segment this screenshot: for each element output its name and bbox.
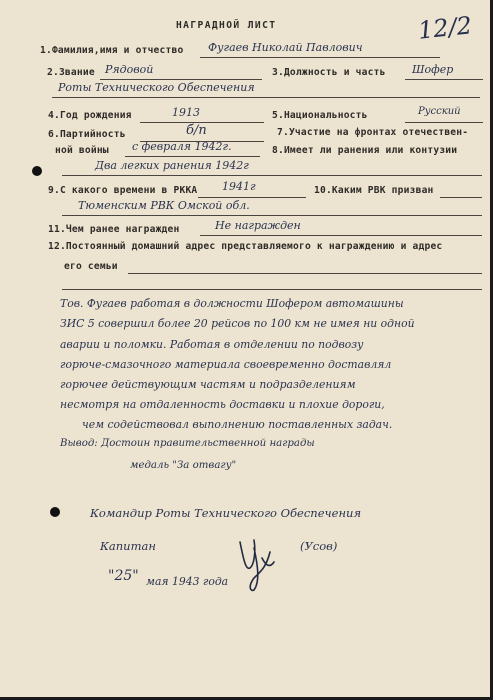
description-line-1: Тов. Фугаев работая в должности Шофером автомашины xyxy=(60,297,404,310)
field-12-label-b: его семьи xyxy=(64,261,118,272)
description-line-7: чем содействовал выполнению поставленных задач. xyxy=(82,418,393,431)
field-3-underline xyxy=(405,79,483,80)
field-1-value: Фугаев Николай Павлович xyxy=(208,41,363,54)
field-11-label: 11.Чем ранее награжден xyxy=(48,224,180,235)
field-9-value: 1941г xyxy=(222,180,256,193)
field-3-unit: Роты Технического Обеспечения xyxy=(58,81,255,94)
field-2-value: Рядовой xyxy=(105,63,154,76)
field-4-value: 1913 xyxy=(172,106,200,119)
field-10-label: 10.Каким РВК призван xyxy=(314,185,434,196)
punch-hole-bottom xyxy=(50,507,60,517)
field-8-label: 8.Имеет ли ранения или контузии xyxy=(272,145,458,156)
description-line-5: горючее действующим частям и подразделениям xyxy=(60,378,356,391)
field-5-underline xyxy=(405,122,483,123)
field-10-value: Тюменским РВК Омской обл. xyxy=(78,199,250,212)
field-12-underline-b xyxy=(62,289,482,290)
field-10-underline-b xyxy=(62,215,482,216)
recommendation-line-1: Вывод: Достоин правительственной награды xyxy=(60,438,315,449)
field-11-underline xyxy=(200,235,482,236)
commander-rank: Капитан xyxy=(100,539,156,553)
commander-name: (Усов) xyxy=(300,539,338,553)
field-2-label: 2.Звание xyxy=(47,67,95,78)
field-1-label: 1.Фамилия,имя и отчество xyxy=(40,45,184,56)
description-line-6: несмотря на отдаленность доставки и плохие дороги, xyxy=(60,398,385,411)
field-10-underline-a xyxy=(440,197,482,198)
field-3-unit-underline xyxy=(52,97,480,98)
description-line-2: ЗИС 5 совершил более 20 рейсов по 100 км не имея ни одной xyxy=(60,317,415,330)
field-5-label: 5.Национальность xyxy=(272,110,368,121)
field-8-underline xyxy=(62,175,482,176)
field-7-label-b: ной войны xyxy=(55,145,109,156)
field-9-underline xyxy=(198,197,306,198)
field-6-value: б/п xyxy=(186,123,207,138)
field-6-label: 6.Партийность xyxy=(48,129,126,140)
field-7-value: с февраля 1942г. xyxy=(132,140,232,153)
recommendation-line-2: медаль "За отвагу" xyxy=(130,460,237,471)
document-title: НАГРАДНОЙ ЛИСТ xyxy=(176,20,277,31)
date-day: "25" xyxy=(108,568,139,584)
field-8-value: Два легких ранения 1942г xyxy=(95,159,249,172)
field-4-label: 4.Год рождения xyxy=(48,110,132,121)
field-5-value: Русский xyxy=(418,106,461,117)
field-12-label-a: 12.Постоянный домашний адрес представляемого к награждению и адрес xyxy=(48,241,443,252)
field-7-underline xyxy=(125,156,260,157)
record-number: 12/2 xyxy=(416,11,474,45)
field-3-value: Шофер xyxy=(412,63,454,76)
field-1-underline xyxy=(200,57,440,58)
commander-title: Командир Роты Технического Обеспечения xyxy=(90,506,362,520)
field-9-label: 9.С какого времени в РККА xyxy=(48,185,198,196)
field-3-label: 3.Должность и часть xyxy=(272,67,386,78)
field-11-value: Не награжден xyxy=(215,219,301,232)
date-month-year: мая 1943 года xyxy=(146,575,229,588)
punch-hole-top xyxy=(32,166,42,176)
description-line-4: горюче-смазочного материала своевременно доставлял xyxy=(60,358,392,371)
field-2-underline xyxy=(100,79,262,80)
description-line-3: аварии и поломки. Работая в отделении по подвозу xyxy=(60,338,364,351)
field-12-underline-a xyxy=(128,273,482,274)
field-7-label-a: 7.Участие на фронтах отечествен- xyxy=(277,127,469,138)
commander-signature xyxy=(234,528,278,592)
